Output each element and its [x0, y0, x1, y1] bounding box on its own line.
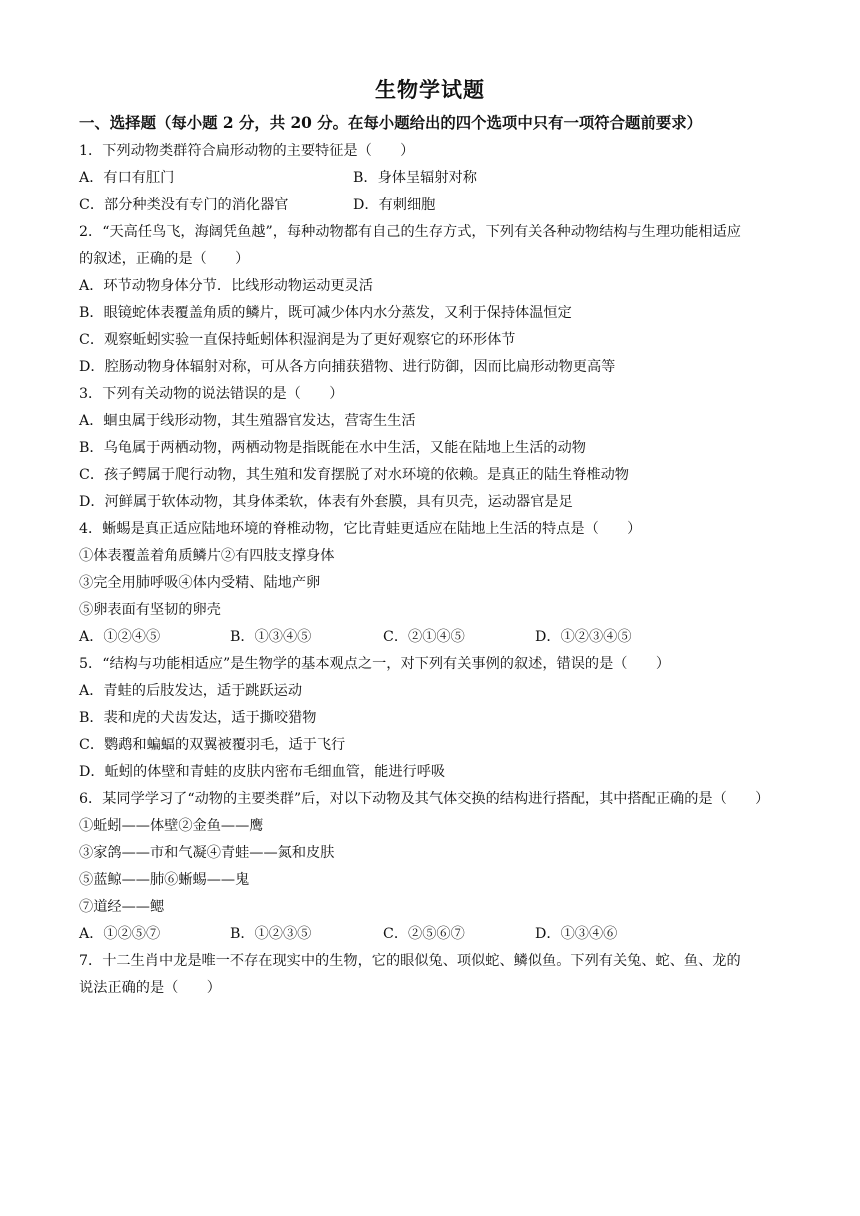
question-1-option-a: A．有口有肛门 [79, 170, 175, 186]
question-4-option-c: C．②①④⑤ [383, 629, 465, 645]
question-6-option-c: C．②⑤⑥⑦ [383, 926, 465, 942]
question-6-statement-4: ⑦道经——鳃 [79, 899, 165, 915]
question-5-stem: 5．“结构与功能相适应”是生物学的基本观点之一，对下列有关事例的叙述，错误的是（ ） [79, 656, 671, 672]
question-3-option-a: A．蛔虫属于线形动物，其生殖器官发达，营寄生生活 [79, 413, 416, 429]
question-5-option-b: B．裴和虎的犬齿发达，适于撕咬猎物 [79, 710, 317, 726]
question-2-option-a: A．环节动物身体分节．比线形动物运动更灵活 [79, 278, 373, 294]
question-6-stem: 6．某同学学习了“动物的主要类群”后，对以下动物及其气体交换的结构进行搭配，其中搭配正确的是（ ） [79, 791, 770, 807]
question-2-stem-line1: 2．“天高任鸟飞，海阔凭鱼越”，每种动物都有自己的生存方式，下列有关各种动物结构与生理功能相适应 [79, 224, 741, 240]
question-4-option-d: D．①②③④⑤ [535, 629, 632, 645]
question-5-option-a: A．青蛙的后肢发达，适于跳跃运动 [79, 683, 303, 699]
question-4-stem: 4．蜥蜴是真正适应陆地环境的脊椎动物，它比青蛙更适应在陆地上生活的特点是（ ） [79, 521, 642, 537]
question-3-option-c: C．孩子鳄属于爬行动物，其生殖和发育摆脱了对水环境的依赖。是真正的陆生脊椎动物 [79, 467, 629, 483]
question-4-statement-3: ⑤卵表面有坚韧的卵壳 [79, 602, 221, 618]
question-2-option-c: C．观察蚯蚓实验一直保持蚯蚓体积湿润是为了更好观察它的环形体节 [79, 332, 516, 348]
section-heading: 一、选择题（每小题 2 分，共 20 分。在每小题给出的四个选项中只有一项符合题前要求） [79, 114, 703, 132]
question-4-option-b: B．①③④⑤ [230, 629, 312, 645]
question-4-option-a: A．①②④⑤ [79, 629, 161, 645]
question-4-statement-1: ①体表覆盖着角质鳞片②有四肢支撑身体 [79, 548, 335, 564]
question-2-option-d: D．腔肠动物身体辐射对称，可从各方向捕获猎物、进行防御，因而比扁形动物更高等 [79, 359, 616, 375]
question-6-statement-2: ③家鸽——市和气凝④青蛙——氮和皮肤 [79, 845, 335, 861]
question-5-option-c: C．鹦鹉和蝙蝠的双翼被覆羽毛，适于飞行 [79, 737, 346, 753]
question-6-statement-1: ①蚯蚓——体壁②金鱼——鹰 [79, 818, 264, 834]
question-2-stem-line2: 的叙述，正确的是（ ） [79, 251, 250, 267]
question-5-option-d: D．蚯蚓的体壁和青蛙的皮肤内密布毛细血管，能进行呼吸 [79, 764, 446, 780]
question-3-option-d: D．河鲜属于软体动物，其身体柔软，体表有外套膜，具有贝壳，运动器官是足 [79, 494, 573, 510]
question-6-option-a: A．①②⑤⑦ [79, 926, 161, 942]
question-1-stem: 1．下列动物类群符合扁形动物的主要特征是（ ） [79, 143, 415, 159]
question-1-option-c: C．部分种类没有专门的消化器官 [79, 197, 289, 213]
question-7-stem-line1: 7．十二生肖中龙是唯一不存在现实中的生物，它的眼似兔、项似蛇、鳞似鱼。下列有关兔、蛇、鱼、龙的 [79, 953, 741, 969]
question-3-stem: 3．下列有关动物的说法错误的是（ ） [79, 386, 344, 402]
question-4-statement-2: ③完全用肺呼吸④体内受精、陆地产卵 [79, 575, 321, 591]
question-6-option-b: B．①②③⑤ [230, 926, 312, 942]
question-7-stem-line2: 说法正确的是（ ） [79, 980, 221, 996]
question-6-statement-3: ⑤蓝鲸——肺⑥蜥蜴——鬼 [79, 872, 250, 888]
question-3-option-b: B．乌龟属于两栖动物，两栖动物是指既能在水中生活，又能在陆地上生活的动物 [79, 440, 586, 456]
question-6-option-d: D．①③④⑥ [535, 926, 618, 942]
question-1-option-b: B．身体呈辐射对称 [353, 170, 477, 186]
question-2-option-b: B．眼镜蛇体表覆盖角质的鳞片，既可减少体内水分蒸发，又利于保持体温恒定 [79, 305, 572, 321]
question-1-option-d: D．有刺细胞 [353, 197, 436, 213]
page-title: 生物学试题 [375, 77, 485, 102]
